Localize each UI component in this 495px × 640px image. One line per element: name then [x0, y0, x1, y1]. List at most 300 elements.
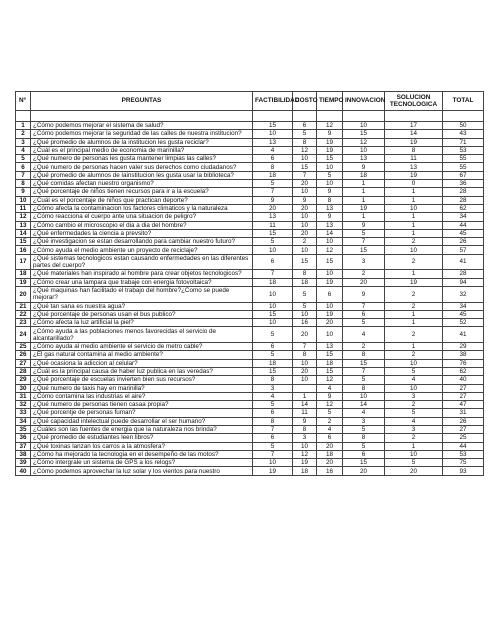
feasibility-cell: 18 [253, 171, 293, 179]
row-number: 1 [16, 122, 31, 130]
question-cell: ¿Cómo contamina las industrias el aire? [31, 392, 253, 400]
cost-cell: 20 [293, 229, 317, 237]
table-row [16, 401, 484, 409]
table-row [16, 229, 484, 237]
innovation-cell: 12 [343, 138, 385, 146]
innovation-cell: 6 [343, 450, 385, 458]
feasibility-cell: 9 [253, 196, 293, 204]
innovation-cell: 19 [343, 204, 385, 212]
total-cell: 44 [443, 221, 484, 229]
header-tech-solution: SOLUCION TECNOLOGICA [385, 92, 443, 111]
innovation-cell: 7 [343, 367, 385, 375]
question-cell: ¿Qué ocasiona la adiccion al celular? [31, 359, 253, 367]
time-cell: 4 [317, 425, 343, 433]
feasibility-cell: 5 [253, 401, 293, 409]
total-cell: 28 [443, 270, 484, 278]
tech-solution-cell: 19 [385, 171, 443, 179]
total-cell: 50 [443, 122, 484, 130]
cost-cell: 5 [293, 302, 317, 310]
innovation-cell: 3 [343, 254, 385, 270]
row-number: 10 [16, 196, 31, 204]
table-row [16, 392, 484, 400]
tech-solution-cell: 1 [385, 229, 443, 237]
row-number: 40 [16, 467, 31, 475]
tech-solution-cell: 20 [385, 467, 443, 475]
question-cell: ¿El gas natural contamina al medio ambiente? [31, 351, 253, 359]
tech-solution-cell: 2 [385, 238, 443, 246]
tech-solution-cell: 14 [385, 130, 443, 138]
tech-solution-cell: 3 [385, 425, 443, 433]
total-cell: 28 [443, 196, 484, 204]
feasibility-cell: 13 [253, 213, 293, 221]
innovation-cell: 8 [343, 384, 385, 392]
tech-solution-cell: 2 [385, 302, 443, 310]
row-number: 7 [16, 171, 31, 179]
table-row [16, 278, 484, 286]
row-number: 16 [16, 246, 31, 254]
question-cell: ¿Cómo ayuda a las poblaciones menos favorecidas el servicio de alcantarillado? [31, 327, 253, 343]
row-number: 37 [16, 442, 31, 450]
time-cell: 13 [317, 221, 343, 229]
total-cell: 38 [443, 351, 484, 359]
total-cell: 26 [443, 417, 484, 425]
cost-cell: 16 [293, 319, 317, 327]
time-cell: 5 [317, 171, 343, 179]
question-cell: ¿Cuál es el principal medio de economia de marinilla? [31, 146, 253, 154]
innovation-cell: 14 [343, 401, 385, 409]
table-row [16, 171, 484, 179]
feasibility-cell: 5 [253, 238, 293, 246]
question-cell: ¿Qué numero de personas tienen casaa propia? [31, 401, 253, 409]
tech-solution-cell: 5 [385, 459, 443, 467]
cost-cell: 20 [293, 367, 317, 375]
table-row [16, 286, 484, 302]
total-cell: 31 [443, 409, 484, 417]
time-cell: 10 [317, 163, 343, 171]
cost-cell: 10 [293, 246, 317, 254]
time-cell: 15 [317, 351, 343, 359]
feasibility-cell: 10 [253, 459, 293, 467]
tech-solution-cell: 17 [385, 122, 443, 130]
total-cell: 62 [443, 367, 484, 375]
tech-solution-cell: 8 [385, 146, 443, 154]
table-row [16, 180, 484, 188]
row-number: 32 [16, 401, 31, 409]
table-row [16, 270, 484, 278]
time-cell: 14 [317, 229, 343, 237]
table-row [16, 122, 484, 130]
tech-solution-cell: 1 [385, 196, 443, 204]
evaluation-table [15, 91, 484, 476]
question-cell: ¿Cuáles son las fuentes de energia que la naturaleza nos brinda? [31, 425, 253, 433]
cost-cell: 1 [293, 392, 317, 400]
innovation-cell: 5 [343, 442, 385, 450]
time-cell: 13 [317, 343, 343, 351]
time-cell: 15 [317, 367, 343, 375]
innovation-cell: 15 [343, 246, 385, 254]
time-cell: 20 [317, 459, 343, 467]
table-row [16, 238, 484, 246]
tech-solution-cell: 5 [385, 409, 443, 417]
tech-solution-cell: 1 [385, 442, 443, 450]
table-row [16, 376, 484, 384]
table-row [16, 221, 484, 229]
row-number: 21 [16, 302, 31, 310]
innovation-cell: 1 [343, 180, 385, 188]
question-cell: ¿Qué promedio de alumnos de lainstitucion les gusta usar la biblioteca? [31, 171, 253, 179]
question-cell: ¿Qué comidas afectan nuestro organismo? [31, 180, 253, 188]
question-cell: ¿Qué numero de personas hacen valer sus derechos como ciudadanos? [31, 163, 253, 171]
table-row [16, 246, 484, 254]
feasibility-cell: 6 [253, 434, 293, 442]
header-total: TOTAL [443, 92, 484, 111]
feasibility-cell: 15 [253, 367, 293, 375]
time-cell: 9 [317, 188, 343, 196]
row-number: 13 [16, 221, 31, 229]
innovation-cell: 5 [343, 229, 385, 237]
tech-solution-cell: 1 [385, 221, 443, 229]
feasibility-cell: 5 [253, 180, 293, 188]
total-cell: 55 [443, 163, 484, 171]
question-cell: ¿Qué enfermedades la ciencia a prevsito? [31, 229, 253, 237]
time-cell: 2 [317, 417, 343, 425]
row-number: 28 [16, 367, 31, 375]
feasibility-cell: 10 [253, 302, 293, 310]
tech-solution-cell: 1 [385, 319, 443, 327]
table-row [16, 384, 484, 392]
question-cell: ¿Cómo ha mejorado la tecnologia en el desempeño de las motos? [31, 450, 253, 458]
feasibility-cell: 5 [253, 442, 293, 450]
cost-cell: 9 [293, 196, 317, 204]
total-cell: 55 [443, 155, 484, 163]
time-cell: 19 [317, 310, 343, 318]
row-number: 2 [16, 130, 31, 138]
feasibility-cell: 5 [253, 327, 293, 343]
time-cell: 15 [317, 254, 343, 270]
innovation-cell: 8 [343, 434, 385, 442]
total-cell: 27 [443, 392, 484, 400]
table-row [16, 130, 484, 138]
row-number: 14 [16, 229, 31, 237]
feasibility-cell: 6 [253, 254, 293, 270]
question-cell: ¿Cómo cambio el microscopio el dia a dia del hombre? [31, 221, 253, 229]
time-cell: 12 [317, 376, 343, 384]
cost-cell: 3 [293, 434, 317, 442]
question-cell: ¿Qué promedio de estudiantes leen libros? [31, 434, 253, 442]
row-number: 11 [16, 204, 31, 212]
innovation-cell: 10 [343, 122, 385, 130]
tech-solution-cell: 5 [385, 367, 443, 375]
row-number: 9 [16, 188, 31, 196]
table-row [16, 155, 484, 163]
question-cell: ¿Qué numero de taxis hay en marinilla? [31, 384, 253, 392]
total-cell: 36 [443, 180, 484, 188]
innovation-cell: 6 [343, 310, 385, 318]
row-number: 15 [16, 238, 31, 246]
innovation-cell: 20 [343, 278, 385, 286]
innovation-cell: 5 [343, 425, 385, 433]
cost-cell: 2 [293, 238, 317, 246]
total-cell: 53 [443, 146, 484, 154]
tech-solution-cell: 2 [385, 401, 443, 409]
cost-cell: 7 [293, 343, 317, 351]
cost-cell: 8 [293, 351, 317, 359]
table-row [16, 450, 484, 458]
table-row [16, 343, 484, 351]
innovation-cell: 15 [343, 130, 385, 138]
feasibility-cell: 13 [253, 138, 293, 146]
tech-solution-cell: 10 [385, 204, 443, 212]
feasibility-cell: 6 [253, 409, 293, 417]
innovation-cell: 1 [343, 196, 385, 204]
table-row [16, 319, 484, 327]
feasibility-cell: 7 [253, 450, 293, 458]
time-cell: 20 [317, 319, 343, 327]
time-cell: 9 [317, 130, 343, 138]
feasibility-cell: 7 [253, 188, 293, 196]
innovation-cell: 20 [343, 467, 385, 475]
feasibility-cell: 8 [253, 417, 293, 425]
feasibility-cell: 6 [253, 155, 293, 163]
cost-cell [293, 384, 317, 392]
cost-cell: 10 [293, 188, 317, 196]
table-row [16, 425, 484, 433]
table-row [16, 409, 484, 417]
row-number: 12 [16, 213, 31, 221]
innovation-cell: 15 [343, 359, 385, 367]
feasibility-cell: 4 [253, 146, 293, 154]
cost-cell: 11 [293, 409, 317, 417]
total-cell: 34 [443, 302, 484, 310]
question-cell: ¿Cuál es el porcentaje de niños que practican deporte? [31, 196, 253, 204]
total-cell: 40 [443, 376, 484, 384]
spreadsheet [15, 91, 483, 476]
feasibility-cell: 19 [253, 467, 293, 475]
cost-cell: 12 [293, 450, 317, 458]
feasibility-cell: 8 [253, 376, 293, 384]
time-cell: 9 [317, 392, 343, 400]
row-number: 36 [16, 434, 31, 442]
table-row [16, 351, 484, 359]
innovation-cell: 15 [343, 459, 385, 467]
table-row [16, 417, 484, 425]
feasibility-cell: 6 [253, 343, 293, 351]
table-row [16, 188, 484, 196]
question-cell: ¿Qué tan sana es nuestra agua? [31, 302, 253, 310]
total-cell: 47 [443, 401, 484, 409]
time-cell: 6 [317, 286, 343, 302]
feasibility-cell: 3 [253, 384, 293, 392]
innovation-cell: 18 [343, 171, 385, 179]
question-cell: ¿Qué porcentaje de niños tienen recursos para ir a la escuela? [31, 188, 253, 196]
question-cell: ¿Qué maquinas han facilitado el trabajo del hombre?¿Como se puede mejorar? [31, 286, 253, 302]
cost-cell: 19 [293, 459, 317, 467]
tech-solution-cell: 10 [385, 359, 443, 367]
cost-cell: 8 [293, 270, 317, 278]
table-row [16, 310, 484, 318]
header-number: Nº [16, 92, 31, 111]
tech-solution-cell: 3 [385, 392, 443, 400]
table-row [16, 213, 484, 221]
time-cell: 10 [317, 180, 343, 188]
row-number: 6 [16, 163, 31, 171]
time-cell: 19 [317, 138, 343, 146]
table-row [16, 442, 484, 450]
total-cell: 28 [443, 188, 484, 196]
table-row [16, 367, 484, 375]
tech-solution-cell: 2 [385, 254, 443, 270]
feasibility-cell: 5 [253, 351, 293, 359]
tech-solution-cell: 10 [385, 450, 443, 458]
feasibility-cell: 7 [253, 425, 293, 433]
time-cell: 16 [317, 467, 343, 475]
cost-cell: 18 [293, 467, 317, 475]
row-number: 22 [16, 310, 31, 318]
total-cell: 76 [443, 359, 484, 367]
total-cell: 41 [443, 327, 484, 343]
cost-cell: 15 [293, 163, 317, 171]
innovation-cell: 7 [343, 238, 385, 246]
question-cell: ¿Cómo afecta la luz artificial la piel? [31, 319, 253, 327]
table-row [16, 302, 484, 310]
innovation-cell: 5 [343, 319, 385, 327]
table-row [16, 434, 484, 442]
time-cell: 10 [317, 238, 343, 246]
tech-solution-cell: 11 [385, 155, 443, 163]
tech-solution-cell: 1 [385, 310, 443, 318]
total-cell: 45 [443, 310, 484, 318]
time-cell: 13 [317, 204, 343, 212]
table-row [16, 467, 484, 475]
row-number: 4 [16, 146, 31, 154]
total-cell: 94 [443, 278, 484, 286]
row-number: 26 [16, 351, 31, 359]
row-number: 39 [16, 459, 31, 467]
tech-solution-cell: 2 [385, 351, 443, 359]
feasibility-cell: 11 [253, 221, 293, 229]
total-cell: 57 [443, 246, 484, 254]
table-row [16, 327, 484, 343]
header-questions: PREGUNTAS [31, 92, 253, 111]
total-cell: 43 [443, 130, 484, 138]
cost-cell: 9 [293, 417, 317, 425]
innovation-cell: 9 [343, 163, 385, 171]
question-cell: ¿Cómo podemos aprovechar la luz solar y los vientos para nuestro [31, 467, 253, 475]
total-cell: 44 [443, 442, 484, 450]
tech-solution-cell: 0 [385, 180, 443, 188]
time-cell: 9 [317, 213, 343, 221]
time-cell: 10 [317, 302, 343, 310]
cost-cell: 10 [293, 376, 317, 384]
total-cell: 93 [443, 467, 484, 475]
row-number: 19 [16, 278, 31, 286]
row-number: 27 [16, 359, 31, 367]
question-cell: ¿Cómo ayuda el medio ambiente un proyecto de reciclaje? [31, 246, 253, 254]
row-number: 23 [16, 319, 31, 327]
cost-cell: 20 [293, 180, 317, 188]
feasibility-cell: 18 [253, 359, 293, 367]
innovation-cell: 5 [343, 376, 385, 384]
tech-solution-cell: 2 [385, 286, 443, 302]
feasibility-cell: 18 [253, 278, 293, 286]
cost-cell: 10 [293, 310, 317, 318]
row-number: 5 [16, 155, 31, 163]
total-cell: 27 [443, 384, 484, 392]
time-cell: 18 [317, 359, 343, 367]
total-cell: 67 [443, 171, 484, 179]
time-cell: 6 [317, 434, 343, 442]
row-number: 34 [16, 417, 31, 425]
feasibility-cell: 15 [253, 122, 293, 130]
question-cell: ¿Qué investigacion se estan desarrollando para cambiar nuestro futuro? [31, 238, 253, 246]
innovation-cell: 9 [343, 286, 385, 302]
cost-cell: 20 [293, 204, 317, 212]
time-cell: 10 [317, 327, 343, 343]
table-row [16, 138, 484, 146]
total-cell: 25 [443, 434, 484, 442]
row-number: 33 [16, 409, 31, 417]
feasibility-cell: 15 [253, 310, 293, 318]
total-cell: 32 [443, 286, 484, 302]
tech-solution-cell: 4 [385, 417, 443, 425]
time-cell: 15 [317, 155, 343, 163]
innovation-cell: 2 [343, 343, 385, 351]
tech-solution-cell: 2 [385, 434, 443, 442]
question-cell: ¿Cómo podemos mejorar la seguridad de las calles de nuestra institucion? [31, 130, 253, 138]
feasibility-cell: 20 [253, 204, 293, 212]
question-cell: ¿Cómo crear una lampara que trabaje con energia fotovoltaica? [31, 278, 253, 286]
tech-solution-cell: 13 [385, 163, 443, 171]
table-row [16, 359, 484, 367]
time-cell: 5 [317, 409, 343, 417]
total-cell: 29 [443, 343, 484, 351]
tech-solution-cell: 10 [385, 246, 443, 254]
question-cell: ¿Qué materiales han inspirado al hombre para crear objetos tecnologicos? [31, 270, 253, 278]
header-row [16, 92, 484, 111]
cost-cell: 5 [293, 286, 317, 302]
header-time: TIEMPO [317, 92, 343, 111]
table-body [16, 122, 484, 476]
time-cell: 12 [317, 246, 343, 254]
total-cell: 62 [443, 204, 484, 212]
table-row [16, 163, 484, 171]
time-cell: 10 [317, 270, 343, 278]
question-cell: ¿Qué porcentaje de personas usan el bus publico? [31, 310, 253, 318]
row-number: 38 [16, 450, 31, 458]
question-cell: ¿Cómo afecta la contaminacion los factores climaticos y la naturaleza [31, 204, 253, 212]
question-cell: ¿Cuál es la principal causa de haber luz publica en las veredas? [31, 367, 253, 375]
total-cell: 45 [443, 229, 484, 237]
feasibility-cell: 8 [253, 163, 293, 171]
row-number: 3 [16, 138, 31, 146]
question-cell: ¿Cómo podemos mejorar el sistema de salud? [31, 122, 253, 130]
cost-cell: 6 [293, 122, 317, 130]
total-cell: 53 [443, 450, 484, 458]
question-cell: ¿Cómo reacciona el cuerpo ante una situacion de peligro? [31, 213, 253, 221]
tech-solution-cell: 1 [385, 188, 443, 196]
total-cell: 75 [443, 459, 484, 467]
total-cell: 26 [443, 238, 484, 246]
row-number: 31 [16, 392, 31, 400]
feasibility-cell: 10 [253, 130, 293, 138]
question-cell: ¿Qué porcentje de personas fuman? [31, 409, 253, 417]
question-cell: ¿Cómo intergrale un sistema de GPS a los relogs? [31, 459, 253, 467]
tech-solution-cell: 2 [385, 327, 443, 343]
cost-cell: 10 [293, 221, 317, 229]
question-cell: ¿Qué sistemas tecnologicos estan causando enfermedades en las diferentes partes del cuerpo? [31, 254, 253, 270]
table-row [16, 459, 484, 467]
cost-cell: 14 [293, 401, 317, 409]
